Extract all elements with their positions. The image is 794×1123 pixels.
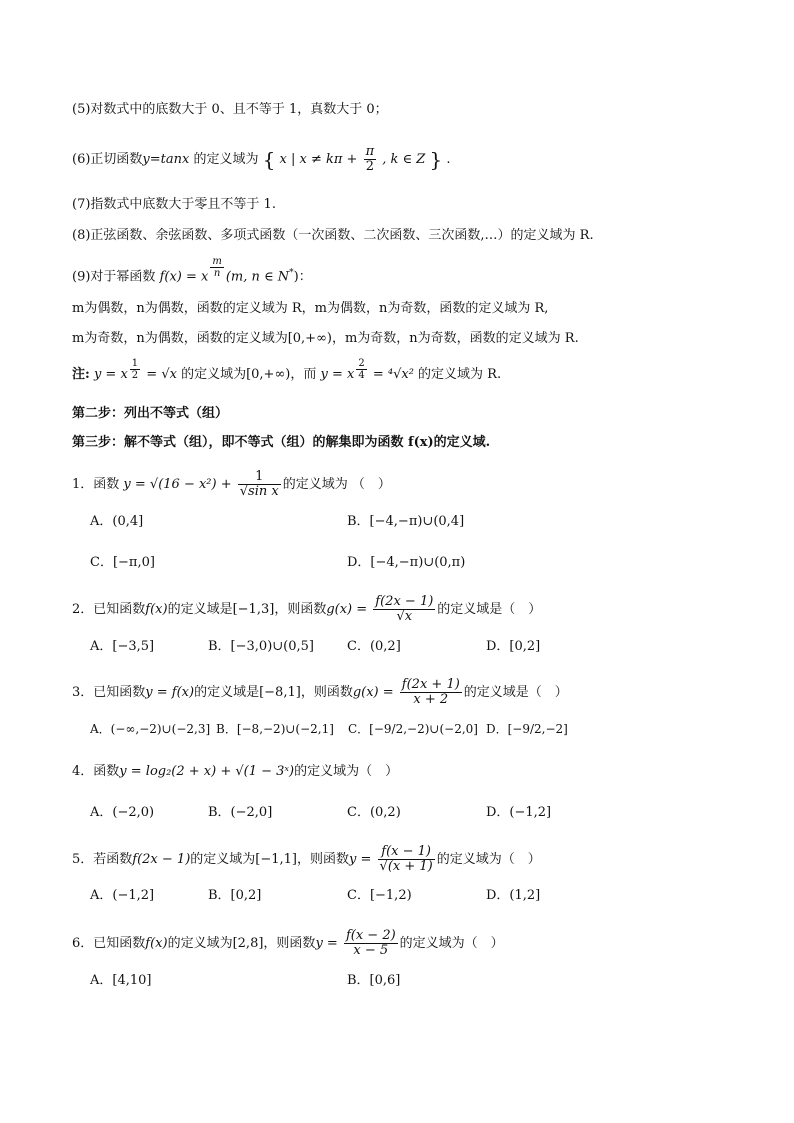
question-5-stem [72, 845, 541, 874]
q1-option-c[interactable]: C．[−π,0] [90, 555, 155, 570]
q4-option-b[interactable]: B．(−2,0] [208, 805, 273, 820]
exp-num: 1 [131, 358, 139, 369]
stem-mid: 的定义域为 [167, 936, 233, 951]
stem-mid: 的定义域是 [167, 602, 233, 617]
stem-mid-2: ，则函数 [263, 936, 316, 951]
stem-suffix: 的定义域是（ ） [437, 602, 542, 617]
note-eq-2-rhs: = ⁴√x² [368, 367, 414, 382]
rule-9-star: * [289, 268, 294, 278]
stem-suffix: 的定义域为（ ） [399, 936, 504, 951]
stem-fraction [344, 929, 398, 958]
stem-math: y = √(16 − x²) + [123, 477, 232, 492]
stem-fraction [238, 470, 281, 499]
stem-mid-2: ，则函数 [300, 685, 353, 700]
stem-math-2: [−8,1] [259, 685, 301, 700]
rule-5: (5)对数式中的底数大于 0、且不等于 1，真数大于 0； [72, 102, 388, 117]
question-1-stem [72, 470, 391, 499]
rule-9-exponent [210, 256, 223, 279]
stem-math-3: g(x) = [326, 602, 368, 617]
stem-prefix: 3．已知函数 [72, 685, 146, 700]
rule-8: (8)正弦函数、余弦函数、多项式函数（一次函数、二次函数、三次函数,…）的定义域为 R. [72, 228, 594, 243]
rule-9-function: f(x) = x [159, 269, 209, 285]
q1-option-d[interactable]: D．[−4,−π)∪(0,π) [347, 555, 466, 570]
frac-den: x − 5 [353, 943, 389, 958]
note [72, 358, 502, 384]
stem-math: f(x) [145, 602, 168, 617]
frac-num: f(2x − 1) [375, 594, 434, 609]
q2-option-d[interactable]: D．[0,2] [486, 639, 541, 654]
stem-math-2: [2,8] [232, 936, 264, 951]
q1-option-a[interactable]: A．(0,4] [90, 514, 144, 529]
stem-math-3: g(x) = [352, 685, 394, 700]
exp-num: m [212, 256, 222, 267]
stem-suffix: 的定义域是（ ） [463, 685, 568, 700]
rule-6-end: . [446, 152, 451, 167]
question-2-stem [72, 595, 541, 624]
stem-mid-2: ，则函数 [274, 602, 327, 617]
stem-math-3: y = [349, 852, 372, 867]
set-open-brace: { [262, 147, 276, 172]
stem-prefix: 4．函数 [72, 764, 120, 779]
stem-suffix: 的定义域为（ ） [294, 764, 399, 779]
note-end: 的定义域为 R. [413, 367, 502, 382]
question-3-stem [72, 678, 568, 707]
rule-9-line-1: m为偶数，n为偶数，函数的定义域为 R，m为偶数，n为奇数，函数的定义域为 R, [72, 301, 549, 316]
stem-mid: 的定义域为 [190, 852, 256, 867]
stem-math: y = log₂(2 + x) + √(1 − 3ˣ) [119, 764, 295, 779]
stem-prefix: 6．已知函数 [72, 936, 146, 951]
stem-prefix: 5．若函数 [72, 852, 133, 867]
stem-prefix: 1．函数 [72, 477, 120, 492]
note-exp-2 [356, 358, 366, 381]
frac-den: √(x + 1) [379, 859, 433, 874]
exp-den: n [213, 268, 221, 279]
rule-6-set-left: x | x ≠ kπ + [279, 152, 358, 167]
rule-6-function: y=tanx [142, 152, 190, 167]
stem-fraction [378, 845, 435, 874]
note-eq-1-rhs: = √x [142, 367, 177, 382]
frac-num: f(x − 2) [345, 928, 396, 943]
note-eq-1: y = x [93, 367, 128, 382]
stem-fraction [400, 678, 462, 707]
exp-num: 2 [358, 358, 365, 369]
note-label: 注: [72, 367, 90, 382]
stem-suffix: 的定义域为 （ ） [282, 477, 391, 492]
frac-den: 2 [365, 159, 374, 174]
stem-mid-2: ，则函数 [297, 852, 350, 867]
exp-den: 2 [131, 370, 139, 381]
stem-math: y = f(x) [145, 685, 195, 700]
rule-6-set-right: , k ∈ Z [382, 152, 426, 167]
question-4-stem [72, 763, 398, 781]
q3-option-c[interactable]: C．[−9/2,−2)∪(−2,0] [348, 722, 478, 736]
stem-prefix: 2．已知函数 [72, 602, 146, 617]
q5-option-b[interactable]: B．[0,2] [208, 888, 262, 903]
frac-num: 1 [238, 470, 281, 485]
q2-option-a[interactable]: A．[−3,5] [90, 639, 155, 654]
rule-9 [72, 256, 312, 286]
note-mid: 的定义域为[0,+∞)，而 [176, 367, 317, 382]
note-exp-1 [130, 358, 140, 381]
q6-option-b[interactable]: B．[0,6] [347, 973, 401, 988]
stem-math: f(2x − 1) [132, 852, 191, 867]
frac-den: √sin x [239, 484, 279, 499]
q6-option-a[interactable]: A．[4,10] [90, 973, 152, 988]
step-3: 第三步：解不等式（组），即不等式（组）的解集即为函数 f(x)的定义域. [72, 435, 491, 450]
frac-num: f(2x + 1) [401, 677, 460, 692]
rule-7: (7)指数式中底数大于零且不等于 1. [72, 197, 276, 212]
q3-option-a[interactable]: A．(−∞,−2)∪(−2,3] [90, 722, 211, 736]
frac-den: x + 2 [413, 692, 449, 707]
q4-option-d[interactable]: D．(−1,2] [486, 805, 552, 820]
exp-den: 4 [358, 370, 365, 381]
note-eq-2: y = x [320, 367, 355, 382]
rule-6-fraction [364, 145, 377, 174]
rule-9-end: )： [293, 269, 312, 285]
frac-num: f(x − 1) [378, 845, 435, 860]
stem-suffix: 的定义域为（ ） [436, 852, 541, 867]
q3-option-b[interactable]: B．[−8,−2)∪(−2,1] [216, 722, 334, 736]
rule-6-mid: 的定义域为 [189, 152, 259, 167]
stem-math-2: [−1,1] [255, 852, 298, 867]
set-close-brace: } [429, 147, 443, 172]
rule-9-condition: (m, n ∈ N [225, 269, 290, 285]
stem-math: f(x) [145, 936, 168, 951]
q5-option-c[interactable]: C．[−1,2) [347, 888, 412, 903]
rule-9-line-2: m为奇数，n为偶数，函数的定义域为[0,+∞)，m为奇数，n为奇数，函数的定义域为 R. [72, 331, 579, 346]
stem-mid: 的定义域是 [194, 685, 260, 700]
q1-option-b[interactable]: B．[−4,−π)∪(0,4] [347, 514, 465, 529]
q5-option-a[interactable]: A．(−1,2] [90, 888, 155, 903]
q5-option-d[interactable]: D．(1,2] [486, 888, 541, 903]
question-6-stem [72, 929, 504, 958]
q4-option-a[interactable]: A．(−2,0) [90, 805, 155, 820]
q3-option-d[interactable]: D．[−9/2,−2] [486, 722, 568, 736]
q2-option-c[interactable]: C．(0,2] [347, 639, 401, 654]
rule-9-prefix: (9)对于幂函数 [72, 269, 156, 285]
stem-math-3: y = [315, 936, 338, 951]
q4-option-c[interactable]: C．(0,2) [347, 805, 401, 820]
rule-6-prefix: (6)正切函数 [72, 152, 143, 167]
frac-den: √x [396, 609, 413, 624]
stem-fraction [373, 595, 435, 624]
q2-option-b[interactable]: B．[−3,0)∪(0,5] [208, 639, 314, 654]
frac-num: π [365, 144, 375, 159]
step-2: 第二步：列出不等式（组） [72, 406, 229, 421]
stem-math-2: [−1,3] [232, 602, 275, 617]
rule-6 [72, 145, 450, 174]
